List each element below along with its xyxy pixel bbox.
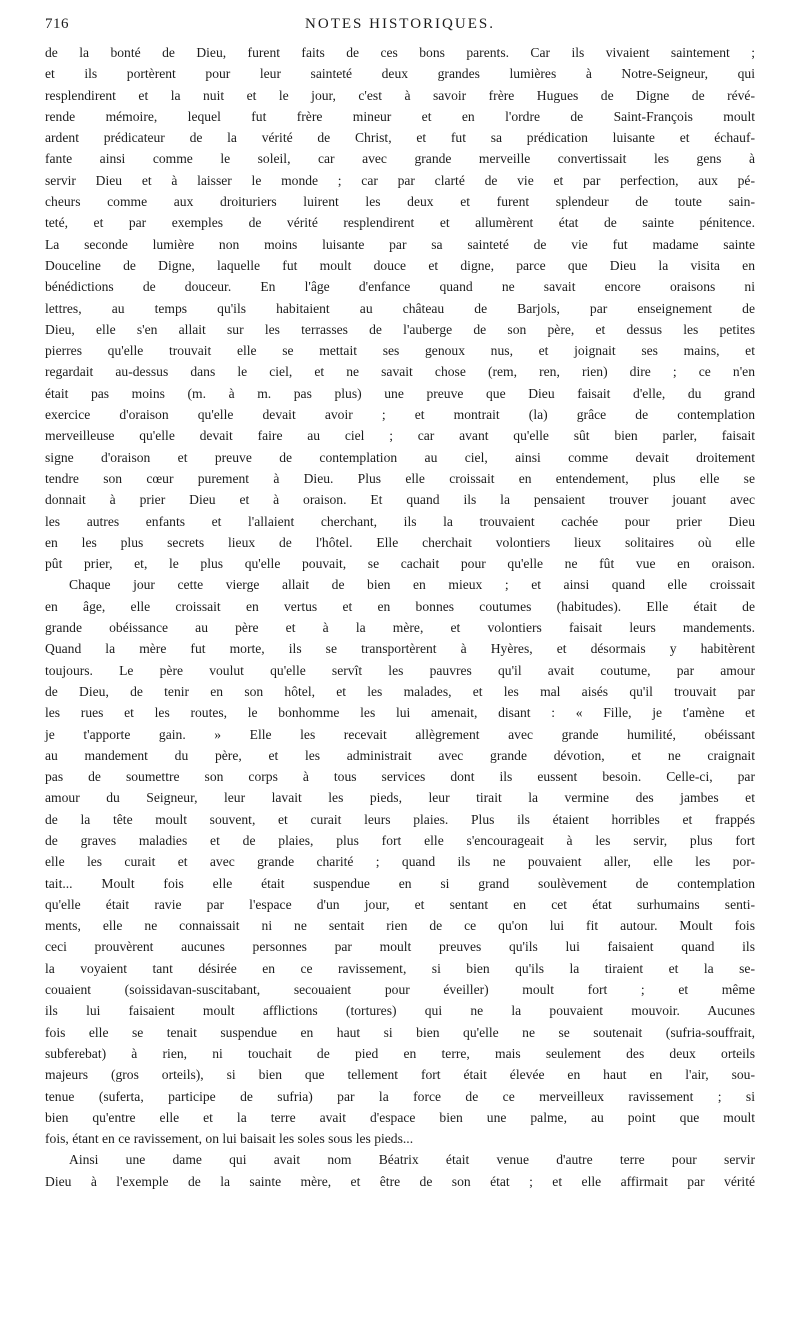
text-line: tenue (suferta, participe de sufria) par la force de ce merveilleux ravissement ; si bbox=[45, 1088, 755, 1104]
text-line: de la bonté de Dieu, furent faits de ces bons parents. Car ils vivaient saintement ; bbox=[45, 45, 755, 60]
text-line: fante ainsi comme le soleil, car avec grande merveille convertissait les gens à bbox=[45, 151, 755, 167]
text-line: de graves maladies et de plaies, plus fort elle s'encourageait à les servir, plus fort bbox=[45, 832, 755, 848]
page-number: 716 bbox=[45, 16, 69, 32]
text-line: Douceline de Digne, laquelle fut moult douce et digne, parce que Dieu la visita en bbox=[45, 257, 755, 273]
text-line: ardent prédicateur de la vérité de Christ, et fut sa prédication luisante et échauf- bbox=[45, 130, 755, 146]
text-line: lettres, au temps qu'ils habitaient au château de Barjols, par enseignement de bbox=[45, 300, 755, 316]
text-line: subferebat) à rien, ni touchait de pied en terre, mais seulement des deux orteils bbox=[45, 1045, 755, 1061]
text-line: ments, elle ne connaissait ni ne sentait rien de ce qu'on lui fit autour. Moult fois bbox=[45, 918, 755, 934]
text-line: teté, et par exemples de vérité resplendirent et allumèrent état de sainte pénitence. bbox=[45, 215, 755, 231]
text-line: tait... Moult fois elle était suspendue en si grand soulèvement de contemplation bbox=[45, 875, 755, 891]
text-line: grande obéissance au père et à la mère, et volontiers faisait leurs mandements. bbox=[45, 620, 755, 636]
text-line: de Dieu, de tenir en son hôtel, et les malades, et les mal aisés qu'il trouvait par bbox=[45, 683, 755, 699]
text-line: tendre son cœur purement à Dieu. Plus elle croissait en entendement, plus elle se bbox=[45, 470, 755, 486]
text-line: fois elle se tenait suspendue en haut si bien qu'elle ne se soutenait (sufria-souffrait, bbox=[45, 1024, 755, 1040]
text-line: de la tête moult souvent, et curait leurs plaies. Plus ils étaient horribles et frappés bbox=[45, 811, 755, 827]
text-line: Dieu, elle s'en allait sur les terrasses de l'auberge de son père, et dessus les petites bbox=[45, 321, 755, 337]
text-line: signe d'oraison et preuve de contemplation au ciel, ainsi comme devait droitement bbox=[45, 449, 755, 465]
running-title: NOTES HISTORIQUES. bbox=[305, 16, 495, 32]
text-line: rende mémoire, lequel fut frère mineur et en l'ordre de Saint-François moult bbox=[45, 108, 755, 124]
text-line: servir Dieu et à laisser le monde ; car par clarté de vie et par perfection, aux pé- bbox=[45, 172, 755, 188]
text-line: La seconde lumière non moins luisante par sa sainteté de vie fut madame sainte bbox=[45, 236, 755, 252]
text-line: je t'apporte gain. » Elle les recevait allègrement avec grande humilité, obéissant bbox=[45, 726, 755, 742]
text-line: resplendirent et la nuit et le jour, c'est à savoir frère Hugues de Digne de révé- bbox=[45, 87, 755, 103]
text-line: qu'elle était ravie par l'espace d'un jour, et sentant en cet état surhumains senti- bbox=[45, 896, 755, 912]
text-line: pût prier, et, le plus qu'elle pouvait, se cachait pour qu'elle ne fût vue en oraison. bbox=[45, 556, 755, 572]
text-line: Ainsi une dame qui avait nom Béatrix était venue d'autre terre pour servir bbox=[69, 1152, 755, 1168]
text-line: pierres qu'elle trouvait elle se mettait ses genoux nus, et joignait ses mains, et bbox=[45, 343, 755, 359]
text-line: ceci prouvèrent aucunes personnes par moult preuves qu'ils lui faisaient quand ils bbox=[45, 939, 755, 955]
text-line: toujours. Le père voulut qu'elle servît les pauvres qu'il avait coutume, par amour bbox=[45, 662, 755, 678]
text-line: exercice d'oraison qu'elle devait avoir ; et montrait (la) grâce de contemplation bbox=[45, 407, 755, 423]
text-line: et ils portèrent pour leur sainteté deux grandes lumières à Notre-Seigneur, qui bbox=[45, 66, 755, 82]
text-line: bénédictions de douceur. En l'âge d'enfance quand ne savait encore oraisons ni bbox=[45, 279, 755, 295]
running-head bbox=[45, 16, 755, 38]
text-line: couaient (soissidavan-suscitabant, secouaient pour éveiller) moult fort ; et même bbox=[45, 982, 755, 998]
text-line: fois, étant en ce ravissement, on lui baisait les soles sous les pieds... bbox=[45, 1131, 414, 1147]
text-line: Quand la mère fut morte, ils se transportèrent à Hyères, et désormais y habitèrent bbox=[45, 641, 755, 657]
text-line: regardait au-dessus dans le ciel, et ne savait chose (rem, ren, rien) dire ; ce n'en bbox=[45, 364, 755, 380]
text-line: elle les curait et avec grande charité ; quand ils ne pouvaient aller, elle les por- bbox=[45, 854, 755, 870]
text-line: donnait à prier Dieu et à oraison. Et quand ils la pensaient trouver jouant avec bbox=[45, 492, 755, 508]
text-line: les rues et les routes, le bonhomme les lui amenait, disant : « Fille, je t'amène et bbox=[45, 705, 755, 721]
text-line: Dieu à l'exemple de la sainte mère, et être de son état ; et elle affirmait par vérité bbox=[45, 1173, 755, 1189]
text-line: en âge, elle croissait en vertus et en bonnes coutumes (habitudes). Elle était de bbox=[45, 598, 755, 614]
text-line: cheurs comme aux droituriers luirent les deux et furent splendeur de toute sain- bbox=[45, 194, 755, 210]
text-line: Chaque jour cette vierge allait de bien en mieux ; et ainsi quand elle croissait bbox=[69, 577, 755, 593]
text-line: les autres enfants et l'allaient cherchant, ils la trouvaient cachée pour prier Dieu bbox=[45, 513, 755, 529]
text-line: amour du Seigneur, leur lavait les pieds, leur tirait la vermine des jambes et bbox=[45, 790, 755, 806]
text-line: était pas moins (m. à m. pas plus) une preuve que Dieu faisait d'elle, du grand bbox=[45, 385, 755, 401]
text-line: en les plus secrets lieux de l'hôtel. Elle cherchait volontiers lieux solitaires où elle bbox=[45, 534, 755, 550]
text-line: au mandement du père, et les administrait avec grande dévotion, et ne craignait bbox=[45, 747, 755, 763]
text-line: la voyaient tant désirée en ce ravissement, si bien qu'ils la tiraient et la se- bbox=[45, 960, 755, 976]
body-text bbox=[45, 42, 755, 1192]
text-line: ils lui faisaient moult afflictions (tortures) qui ne la pouvaient mouvoir. Aucunes bbox=[45, 1003, 755, 1019]
text-line: majeurs (gros orteils), si bien que tellement fort était élevée en haut en l'air, sou- bbox=[45, 1067, 755, 1083]
text-line: bien qu'entre elle et la terre avait d'espace bien une palme, au point que moult bbox=[45, 1109, 755, 1125]
text-line: pas de soumettre son corps à tous services dont ils eussent besoin. Celle-ci, par bbox=[45, 769, 755, 785]
text-line: merveilleuse qu'elle devait faire au ciel ; car avant qu'elle sût bien parler, faisait bbox=[45, 428, 755, 444]
